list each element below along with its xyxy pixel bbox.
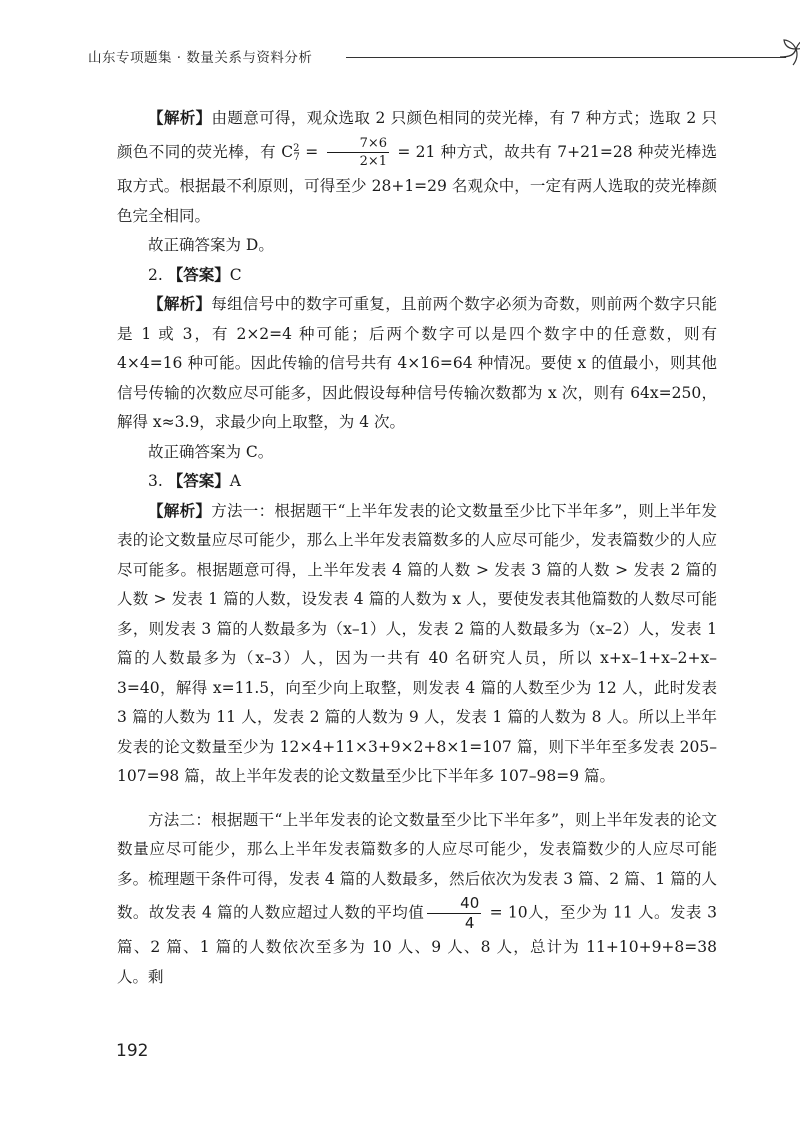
analysis-paragraph-2	[117, 290, 717, 438]
method-two-text: 方法二：根据题干“上半年发表的论文数量至少比下半年多”，则上半年发表的论文数量应尽可能少，那么上半年发表篇数多的人应尽可能少，发表篇数少的人应尽可能多。梳理题干条件可得，发表 4 篇的人数最多，然后依次为发表 3 篇、2 篇、1 篇的人数。故发表 4 篇的人数应超过人数的平均值	[117, 810, 717, 922]
question-number: 3.	[148, 472, 168, 490]
fraction-numerator: 40	[427, 894, 481, 914]
header-title: 山东专项题集 · 数量关系与资料分析	[88, 50, 313, 66]
question-3-answer	[117, 467, 717, 497]
combination-superscript: 2	[293, 142, 300, 154]
question-number: 2.	[148, 265, 168, 284]
analysis-paragraph-1	[117, 104, 717, 231]
fraction-denominator: 4	[464, 914, 475, 932]
combination-fraction	[327, 135, 389, 170]
analysis-text: 方法一：根据题干“上半年发表的论文数量至少比下半年多”，则上半年发表的论文数量应尽可能少，那么上半年发表篇数多的人应尽可能少，发表篇数少的人应尽可能多。根据题意可得，上半年发表 4 篇的人数 > 发表 3 篇的人数 > 发表 2 篇的人数 > 发表 1 篇的人数，设发表 4 篇的人数为 x 人，要使发表其他篇数的人数尽可能多，则发表 3 篇的人数最多为（x–1）人，发表 2 篇的人数最多为（x–2）人，发表 1 篇的人数最多为（x–3）人，因为一共有 40 名研究人员，所以 x+x–1+x–2+x–3=40，解得 x=11.5，向至少向上取整，则发表 4 篇的人数至少为 12 人，此时发表 3 篇的人数为 11 人，发表 2 篇的人数为 9 人，发表 1 篇的人数为 8 人。所以上半年发表的论文数量至少为 12×4+11×3+9×2+8×1=107 篇，则下半年至多发表 205–107=98 篇，故上半年发表的论文数量至少比下半年多 107–98=9 篇。	[117, 501, 717, 785]
running-header	[88, 40, 728, 80]
sprout-icon	[776, 34, 800, 70]
analysis-text: 由题意可得，观众选取 2 只颜色相同的荧光棒，有 7 种方式；选取 2 只颜色不同的荧光棒，有 C	[117, 109, 717, 161]
answer-label: 【答案】	[167, 265, 230, 284]
header-rule	[346, 57, 786, 58]
answer-value: A	[229, 472, 241, 490]
average-fraction	[427, 894, 481, 933]
equals-sign: =	[299, 142, 324, 161]
question-2-answer	[117, 261, 717, 291]
analysis-label: 【解析】	[148, 501, 212, 520]
method-two-paragraph	[117, 806, 717, 993]
conclusion-2: 故正确答案为 C。	[148, 442, 274, 461]
answer-value: C	[229, 265, 242, 284]
fraction-denominator: 2×1	[359, 154, 387, 169]
analysis-text-continued: = 21 种方式，故共有 7+21=28 种荧光棒选取方式。根据最不利原则，可得至少 28+1=29 名观众中，一定有两人选取的荧光棒颜色完全相同。	[117, 142, 717, 225]
method-two-text-continued: = 10人，至少为 11 人。发表 3 篇、2 篇、1 篇的人数依次至多为 10 人、9 人、8 人，总计为 11+10+9+8=38 人。剩	[117, 903, 718, 986]
conclusion-1: 故正确答案为 D。	[148, 236, 274, 254]
combination-subscript: 7	[293, 151, 300, 163]
fraction-numerator: 7×6	[327, 135, 389, 153]
analysis-text: 每组信号中的数字可重复，且前两个数字必须为奇数，则前两个数字只能是 1 或 3，有 2×2=4 种可能；后两个数字可以是四个数字中的任意数，则有 4×4=16 种可能。因此传输的信号共有 4×16=64 种情况。要使 x 的值最小，则其他信号传输的次数应尽可能多，因此假设每种信号传输次数都为 x 次，则有 64x=250，解得 x≈3.9，求最少向上取整，为 4 次。	[117, 295, 717, 431]
page-content	[117, 104, 717, 992]
answer-label: 【答案】	[167, 472, 230, 490]
analysis-label: 【解析】	[148, 109, 212, 127]
page-number: 192	[116, 1041, 149, 1061]
analysis-label: 【解析】	[148, 295, 212, 313]
analysis-paragraph-3	[117, 497, 717, 792]
